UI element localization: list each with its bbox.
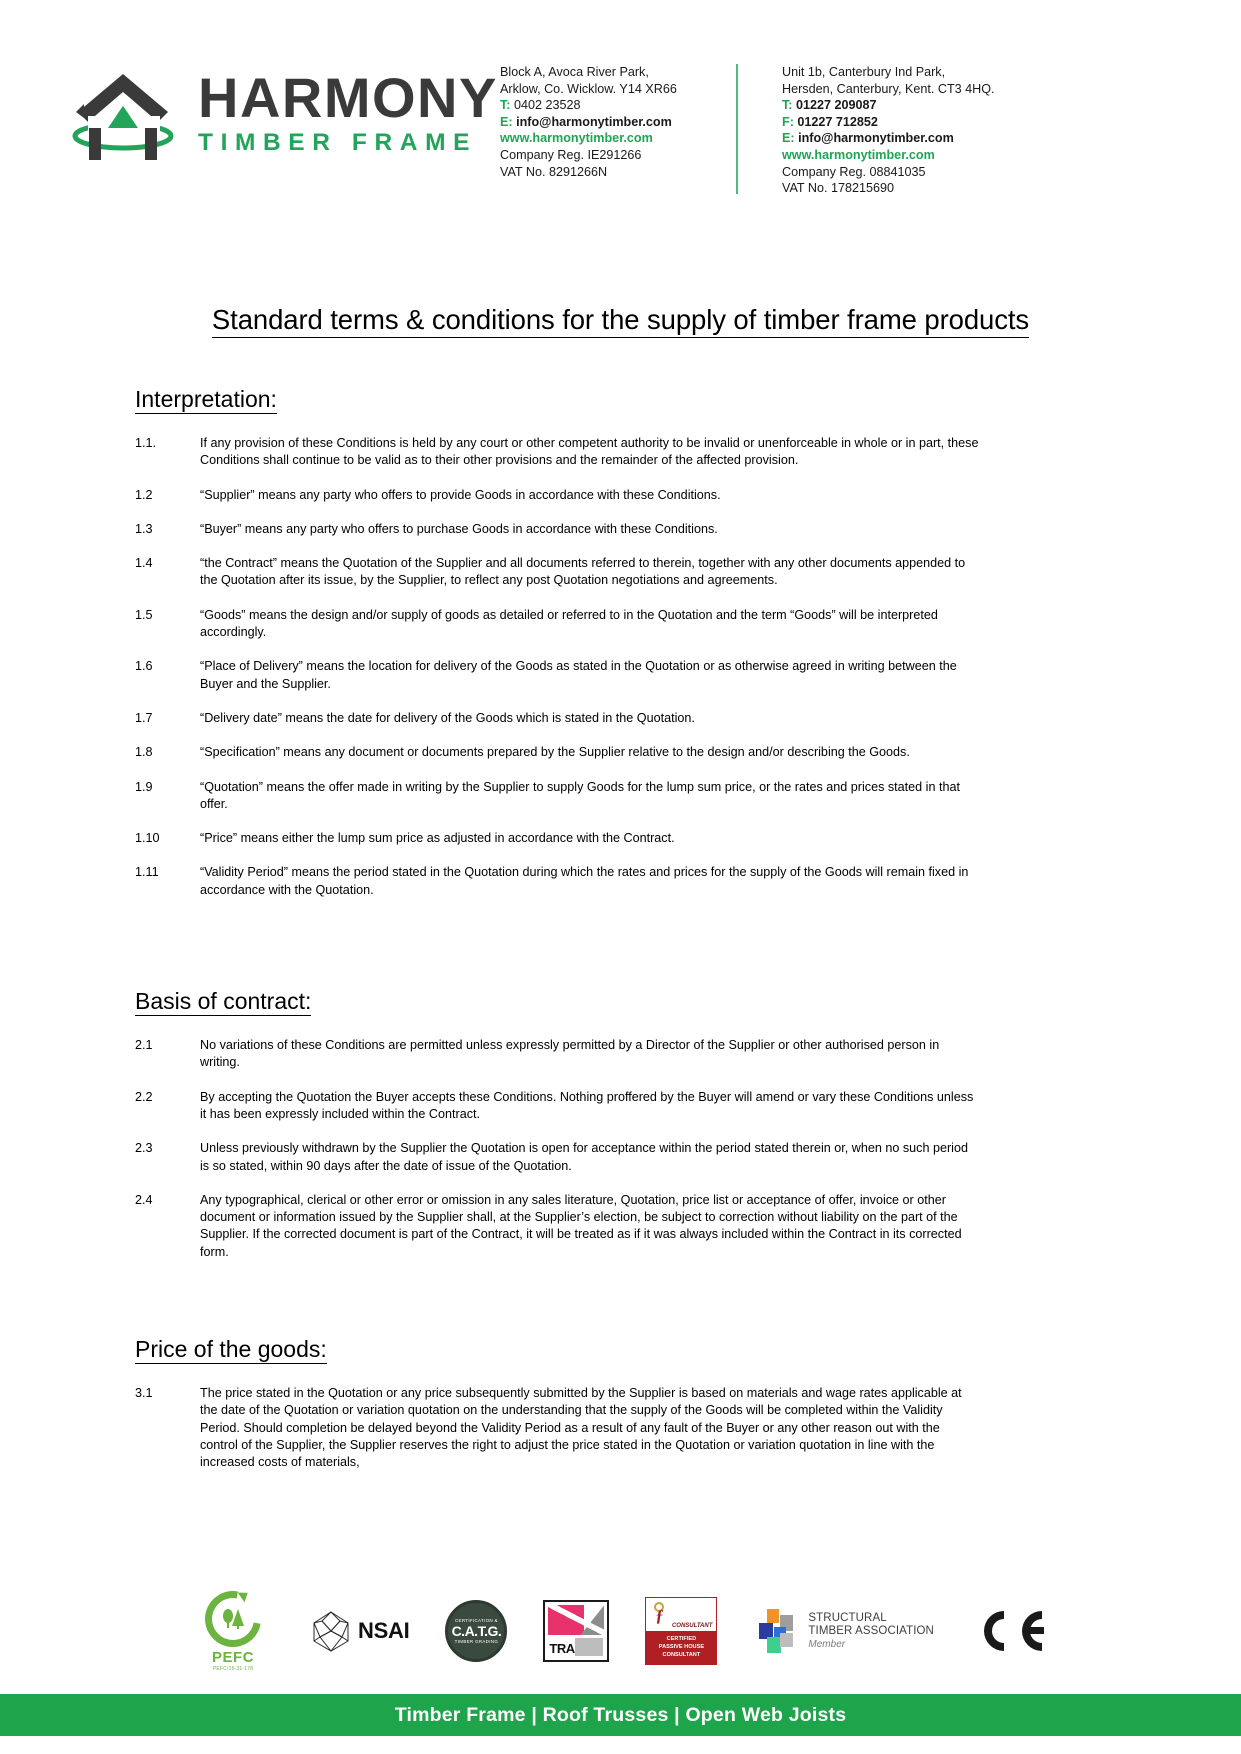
clause-text: “Supplier” means any party who offers to provide Goods in accordance with these Conditions. bbox=[200, 487, 721, 502]
phc-line-1: CERTIFIED bbox=[666, 1636, 697, 1642]
passive-house-consultant-logo bbox=[645, 1597, 717, 1665]
section-heading-text: Basis of contract: bbox=[135, 988, 312, 1015]
company-logo bbox=[0, 48, 500, 162]
fax bbox=[782, 114, 988, 131]
sta-member-label: Member bbox=[808, 1638, 846, 1650]
pefc-arrow-icon bbox=[194, 1580, 272, 1658]
email-value[interactable]: info@harmonytimber.com bbox=[516, 114, 672, 129]
footer-text: Timber Frame | Roof Trusses | Open Web Joists bbox=[394, 1703, 847, 1726]
tra-label: TRA bbox=[549, 1641, 575, 1656]
page-title-text: Standard terms & conditions for the supply of timber frame products bbox=[212, 304, 1029, 338]
clause-row bbox=[135, 779, 980, 814]
clause-text: “Goods” means the design and/or supply of goods as detailed or referred to in the Quotation and the term “Goods” will be interpreted accordingly. bbox=[200, 607, 938, 640]
clause-row bbox=[135, 744, 980, 761]
clause-row bbox=[135, 555, 980, 590]
clause-row bbox=[135, 1140, 980, 1175]
email[interactable] bbox=[782, 130, 988, 147]
section-price-of-the-goods bbox=[135, 1336, 980, 1471]
vat-number: VAT No. 178215690 bbox=[782, 181, 895, 196]
company-registration: Company Reg. 08841035 bbox=[782, 164, 926, 179]
tra-bars-shape bbox=[575, 1638, 603, 1656]
vat-number: VAT No. 8291266N bbox=[500, 164, 608, 179]
ce-mark-icon bbox=[970, 1603, 1048, 1659]
telephone bbox=[782, 97, 988, 114]
clause-text: “Delivery date” means the date for delivery of the Goods which is stated in the Quotation. bbox=[200, 710, 695, 725]
document-body bbox=[135, 386, 980, 1489]
address-line-2: Arklow, Co. Wicklow. Y14 XR66 bbox=[500, 81, 677, 96]
tra-logo bbox=[543, 1600, 609, 1662]
section-spacer bbox=[135, 1278, 980, 1336]
sta-line-2: TIMBER ASSOCIATION bbox=[808, 1624, 934, 1637]
section-spacer bbox=[135, 916, 980, 988]
logo-wordmark: HARMONY bbox=[198, 65, 498, 129]
telephone-value: 0402 23528 bbox=[514, 98, 581, 113]
clause-text: “Price” means either the lump sum price as adjusted in accordance with the Contract. bbox=[200, 831, 675, 846]
clause-row bbox=[135, 487, 980, 504]
company-registration: Company Reg. IE291266 bbox=[500, 147, 642, 162]
logo-tagline: TIMBER FRAME bbox=[198, 129, 478, 157]
phc-line-2: PASSIVE HOUSE bbox=[658, 1644, 705, 1650]
phc-line-3: CONSULTANT bbox=[662, 1652, 701, 1658]
website-link[interactable]: www.harmonytimber.com bbox=[782, 147, 935, 162]
catg-bottom-text: TIMBER GRADING bbox=[454, 1639, 499, 1644]
section-heading bbox=[135, 988, 311, 1015]
clause-text: No variations of these Conditions are permitted unless expressly permitted by a Director of the Supplier or other authorised person in writing. bbox=[200, 1038, 940, 1070]
nsai-logo bbox=[309, 1609, 409, 1653]
section-basis-of-contract bbox=[135, 988, 980, 1261]
pefc-code: PEFC/16-31-178 bbox=[212, 1665, 254, 1672]
clause-text: “Validity Period” means the period stated in the Quotation during which the rates and prices for the supply of the Goods will remain fixed in accordance with the Quotation. bbox=[200, 865, 969, 897]
clause-text: By accepting the Quotation the Buyer accepts these Conditions. Nothing proffered by the Buyer will amend or vary these Conditions unless it has been expressly included within the Contract. bbox=[200, 1089, 974, 1121]
clause-row bbox=[135, 607, 980, 642]
clause-number: 1.3 bbox=[135, 521, 153, 536]
clause-number: 1.1. bbox=[135, 436, 157, 450]
office-address-ireland bbox=[500, 64, 730, 180]
phc-emblem bbox=[646, 1598, 716, 1631]
clause-number: 2.4 bbox=[135, 1192, 153, 1207]
catg-label: C.A.T.G. bbox=[451, 1623, 502, 1639]
clause-text: Unless previously withdrawn by the Supplier the Quotation is open for acceptance within the period stated therein or, when no such period is so stated, within 90 days after the date of issue of the Quotation. bbox=[200, 1141, 968, 1173]
clause-text: The price stated in the Quotation or any price subsequently submitted by the Supplier is based on materials and wage rates applicable at the date of the Quotation or variation quotation on the understanding that the supply of the Goods will be completed within the Validity Period. Should completion be delayed beyond the Validity Period as a result of any fault of the Buyer or any other reason out with the control of the Supplier, the Supplier reserves the right to adjust the price stated in the Quotation or variation quotation in line with the increased costs of materials, bbox=[200, 1386, 962, 1470]
clause-number: 1.11 bbox=[135, 865, 159, 880]
clause-number: 1.5 bbox=[135, 607, 153, 622]
clause-row bbox=[135, 710, 980, 727]
clause-number: 1.10 bbox=[135, 831, 160, 846]
clause-text: “the Contract” means the Quotation of the Supplier and all documents referred to therein, together with any other documents appended to the Quotation after its issue, by the Supplier, to reflect any post Quotation negotiations and agreements. bbox=[200, 556, 966, 588]
phc-text-block bbox=[646, 1631, 716, 1664]
clause-row bbox=[135, 658, 980, 693]
telephone-label: T: bbox=[782, 98, 793, 113]
ce-mark-logo bbox=[970, 1603, 1048, 1659]
clause-text: “Specification” means any document or documents prepared by the Supplier relative to the design and/or describing the Goods. bbox=[200, 745, 910, 760]
clause-row bbox=[135, 435, 980, 470]
catg-top-text: CERTIFICATION & bbox=[454, 1618, 498, 1623]
clause-number: 1.9 bbox=[135, 779, 153, 794]
clause-number: 1.6 bbox=[135, 659, 153, 674]
clause-number: 1.8 bbox=[135, 745, 153, 760]
clause-text: If any provision of these Conditions is held by any court or other competent authority to be invalid or unenforceable in whole or in part, these Conditions shall continue to be valid as to their other provisions and the remainder of the affected provision. bbox=[200, 436, 979, 468]
sta-blocks-icon bbox=[753, 1607, 801, 1655]
clause-row bbox=[135, 830, 980, 847]
website-link[interactable]: www.harmonytimber.com bbox=[500, 131, 653, 146]
tra-slash-shape bbox=[547, 1604, 609, 1636]
clause-number: 2.3 bbox=[135, 1141, 153, 1156]
fax-label: F: bbox=[782, 114, 794, 129]
structural-timber-association-logo bbox=[753, 1607, 934, 1655]
house-logo-icon bbox=[64, 66, 182, 162]
footer-bar bbox=[0, 1694, 1241, 1736]
office-address-uk bbox=[738, 64, 995, 197]
clause-number: 1.2 bbox=[135, 487, 153, 502]
section-heading bbox=[135, 386, 277, 413]
clause-row bbox=[135, 1385, 980, 1471]
address-line-1: Block A, Avoca River Park, bbox=[500, 65, 649, 79]
phc-mark: ƒ bbox=[655, 1606, 664, 1625]
telephone-label: T: bbox=[500, 98, 511, 113]
clause-row bbox=[135, 864, 980, 899]
clause-number: 2.1 bbox=[135, 1038, 153, 1053]
clause-text: “Buyer” means any party who offers to purchase Goods in accordance with these Conditions. bbox=[200, 521, 718, 536]
clause-text: Any typographical, clerical or other error or omission in any sales literature, Quotation, price list or acceptance of offer, invoice or other document or information issued by the Supplier shall, at the Supplier’s election, be subject to correction without liability on the part of the Supplier. If the corrected document is part of the Contract, it will be treated as if it was always included within the Contract in its corrected form. bbox=[200, 1192, 962, 1259]
nsai-polyhedron-icon bbox=[309, 1609, 353, 1653]
pefc-logo bbox=[193, 1591, 273, 1672]
catg-logo bbox=[445, 1600, 507, 1662]
clause-number: 3.1 bbox=[135, 1386, 153, 1401]
email[interactable] bbox=[500, 114, 730, 131]
section-heading-text: Price of the goods: bbox=[135, 1336, 327, 1363]
clause-row bbox=[135, 1192, 980, 1261]
contact-details bbox=[500, 48, 995, 197]
section-interpretation bbox=[135, 386, 980, 899]
clause-row bbox=[135, 521, 980, 538]
clause-number: 2.2 bbox=[135, 1089, 153, 1104]
email-label: E: bbox=[500, 114, 513, 129]
clause-row bbox=[135, 1037, 980, 1072]
clause-number: 1.4 bbox=[135, 556, 153, 571]
address-line-1: Unit 1b, Canterbury Ind Park, bbox=[782, 65, 946, 79]
telephone-value: 01227 209087 bbox=[796, 98, 877, 113]
address-line-2: Hersden, Canterbury, Kent. CT3 4HQ. bbox=[782, 81, 995, 96]
clause-number: 1.7 bbox=[135, 710, 153, 725]
telephone bbox=[500, 97, 730, 114]
email-label: E: bbox=[782, 131, 795, 146]
sta-line-1: STRUCTURAL bbox=[808, 1611, 887, 1624]
email-value[interactable]: info@harmonytimber.com bbox=[798, 131, 954, 146]
section-heading bbox=[135, 1336, 327, 1363]
pefc-label: PEFC bbox=[212, 1648, 255, 1666]
clause-row bbox=[135, 1089, 980, 1124]
fax-value: 01227 712852 bbox=[797, 114, 878, 129]
page-title bbox=[0, 304, 1241, 336]
clause-text: “Quotation” means the offer made in writing by the Supplier to supply Goods for the lump sum price, or the rates and prices stated in that offer. bbox=[200, 779, 960, 811]
document-header bbox=[0, 48, 1241, 208]
nsai-label: NSAI bbox=[358, 1618, 410, 1643]
section-heading-text: Interpretation: bbox=[135, 386, 277, 412]
certification-logos bbox=[0, 1588, 1241, 1674]
phc-consultant-label: CONSULTANT bbox=[671, 1623, 713, 1629]
clause-text: “Place of Delivery” means the location for delivery of the Goods as stated in the Quotation or as otherwise agreed in writing between the Buyer and the Supplier. bbox=[200, 659, 957, 691]
